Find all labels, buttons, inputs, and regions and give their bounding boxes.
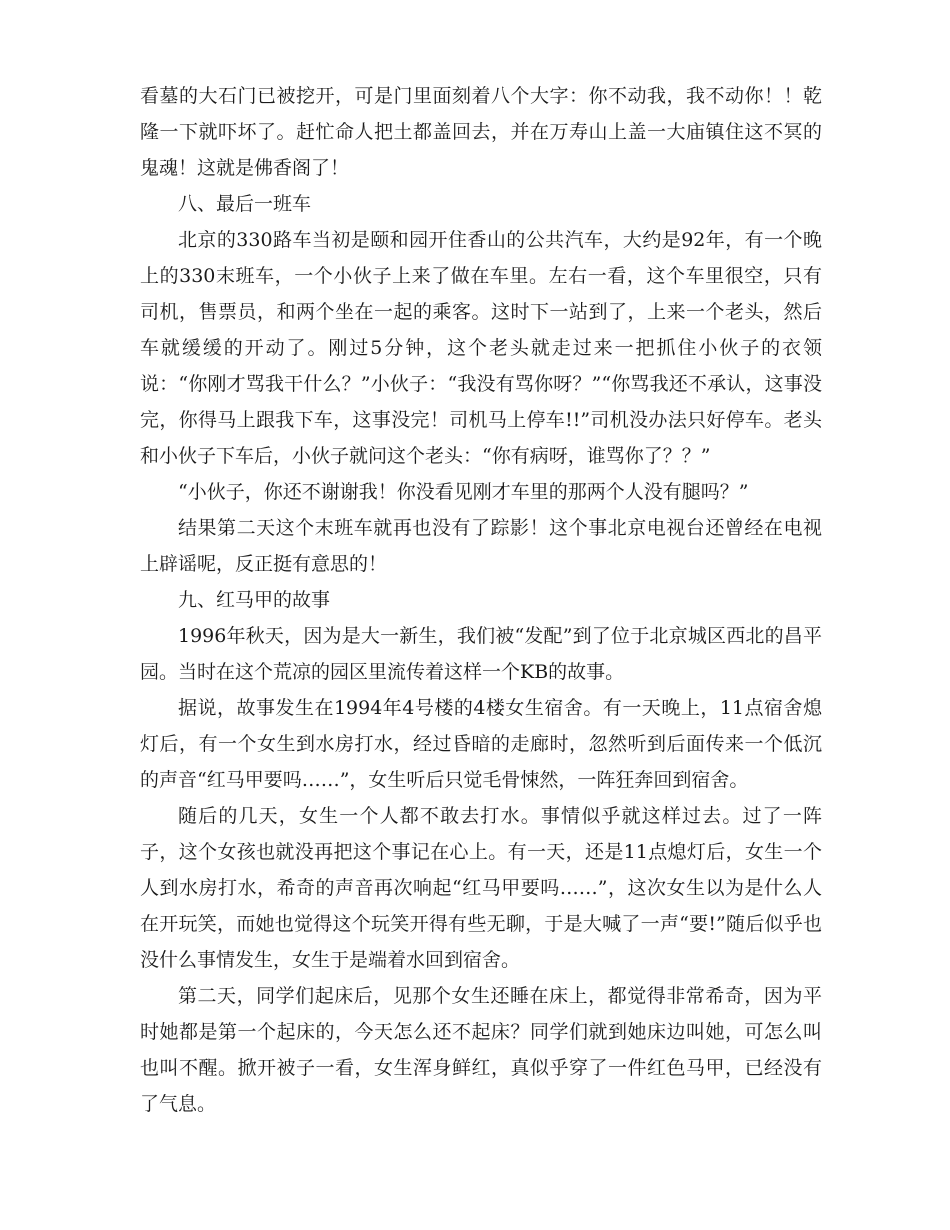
paragraph: 第二天，同学们起床后，见那个女生还睡在床上，都觉得非常希奇，因为平时她都是第一个起床的，今天怎么还不起床？同学们就到她床边叫她，可怎么叫也叫不醒。掀开被子一看，女生浑身鲜红，真似乎穿了一件红色马甲，已经没有了气息。 xyxy=(140,985,822,1115)
paragraph: 结果第二天这个末班车就再也没有了踪影！这个事北京电视台还曾经在电视上辟谣呢，反正挺有意思的！ xyxy=(140,517,822,575)
section-heading-last-bus: 八、最后一班车 xyxy=(178,193,312,215)
paragraph: 北京的330路车当初是颐和园开住香山的公共汽车，大约是92年，有一个晚上的330末班车，一个小伙子上来了做在车里。左右一看，这个车里很空，只有司机，售票员，和两个坐在一起的乘客。这时下一站到了，上来一个老头，然后车就缓缓的开动了。刚过5分钟，这个老头就走过来一把抓住小伙子的衣领说：“你刚才骂我干什么？”小伙子：“我没有骂你呀？”“你骂我还不承认，这事没完，你得马上跟我下车，这事没完！司机马上停车!!”司机没办法只好停车。老头和小伙子下车后，小伙子就问这个老头：“你有病呀，谁骂你了？？” xyxy=(140,229,822,467)
paragraph: 据说，故事发生在1994年4号楼的4楼女生宿舍。有一天晚上，11点宿舍熄灯后，有一个女生到水房打水，经过昏暗的走廊时，忽然听到后面传来一个低沉的声音“红马甲要吗……”，女生听后只觉毛骨悚然，一阵狂奔回到宿舍。 xyxy=(140,697,822,791)
paragraph-continued: 看墓的大石门已被挖开，可是门里面刻着八个大字：你不动我，我不动你！！乾隆一下就吓坏了。赶忙命人把土都盖回去，并在万寿山上盖一大庙镇住这不冥的鬼魂！这就是佛香阁了！ xyxy=(140,85,822,179)
section-heading-red-vest: 九、红马甲的故事 xyxy=(178,589,331,611)
paragraph: 随后的几天，女生一个人都不敢去打水。事情似乎就这样过去。过了一阵子，这个女孩也就没再把这个事记在心上。有一天，还是11点熄灯后，女生一个人到水房打水，希奇的声音再次响起“红马甲要吗……”，这次女生以为是什么人在开玩笑，而她也觉得这个玩笑开得有些无聊，于是大喊了一声“要!”随后似乎也没什么事情发生，女生于是端着水回到宿舍。 xyxy=(140,805,822,971)
paragraph: “小伙子，你还不谢谢我！你没看见刚才车里的那两个人没有腿吗？” xyxy=(178,481,749,503)
paragraph: 1996年秋天，因为是大一新生，我们被“发配”到了位于北京城区西北的昌平园。当时在这个荒凉的园区里流传着这样一个KB的故事。 xyxy=(140,625,822,683)
